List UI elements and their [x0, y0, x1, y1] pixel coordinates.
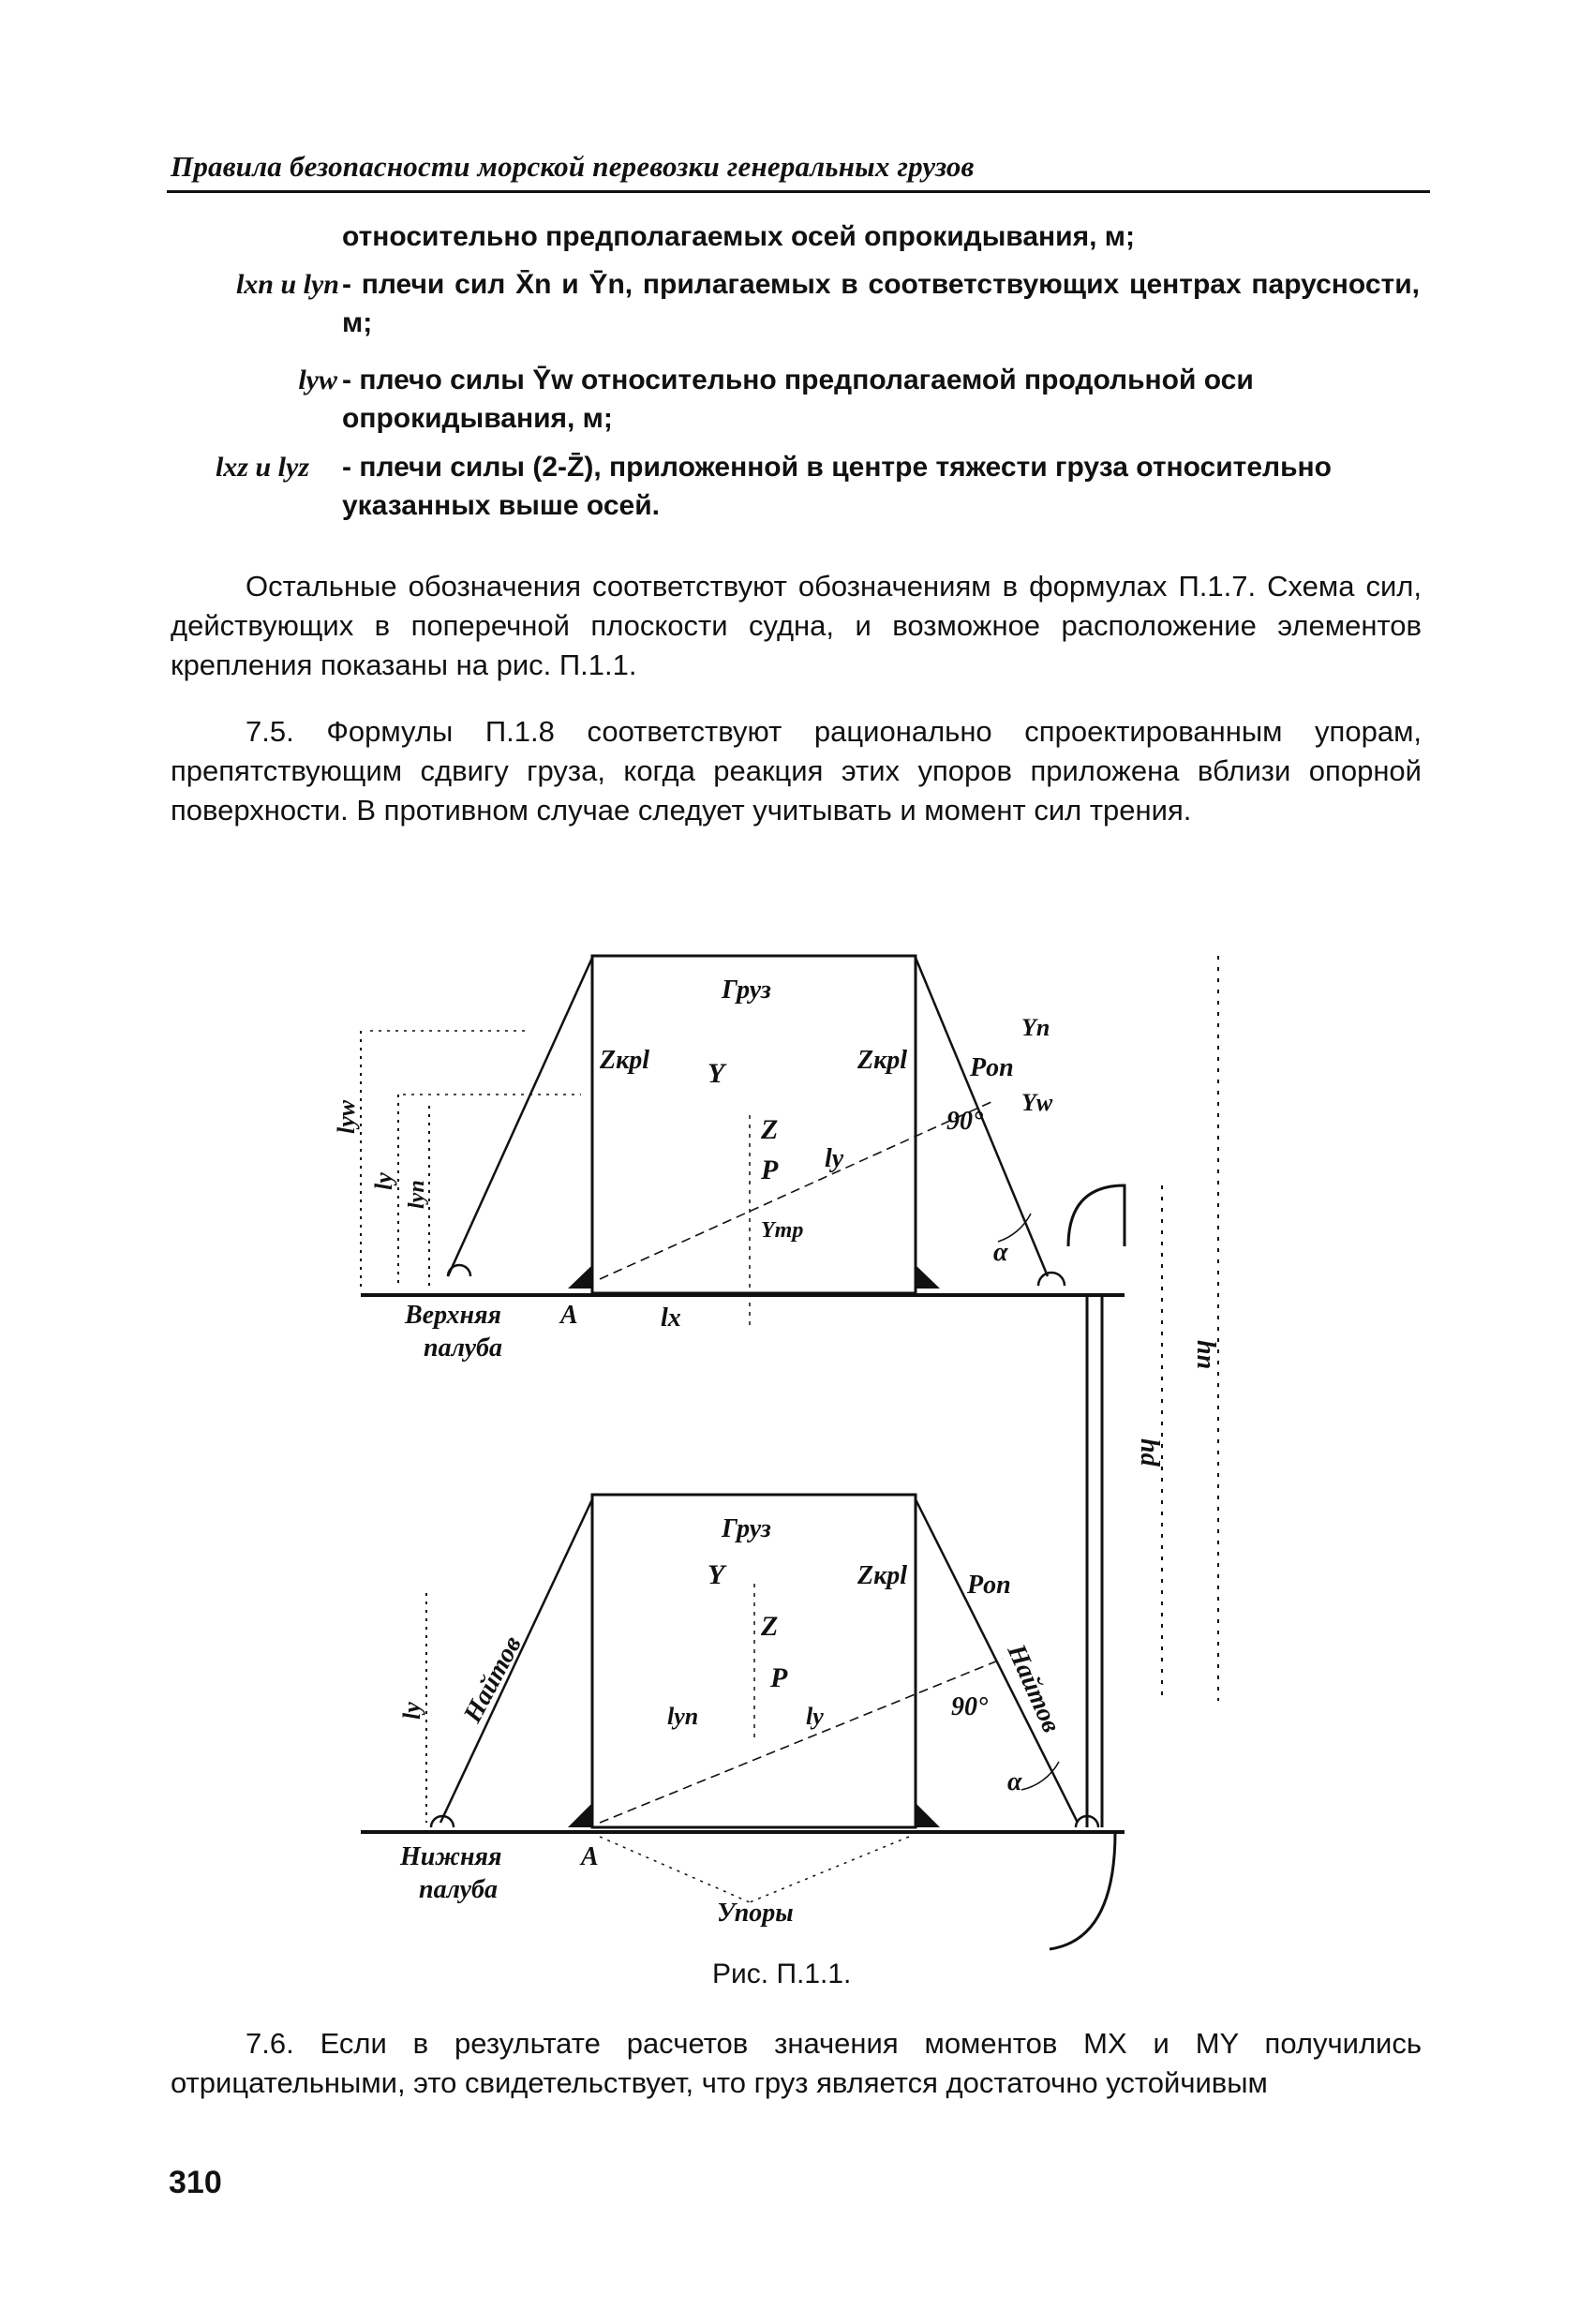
lashing-left-top: [448, 958, 592, 1276]
definition-text: - плечи сил X̄n и Ȳn, прилагаемых в соответствующих центрах парусности, м;: [342, 269, 1420, 338]
stop-block: [916, 1265, 940, 1289]
label-alpha: α: [1007, 1767, 1022, 1796]
label-force-z: Z: [761, 1114, 779, 1145]
label-lashing: Найтов: [457, 1631, 528, 1728]
label-friction: Yтр: [761, 1218, 804, 1243]
label-cargo: Груз: [722, 976, 771, 1005]
lever-line-top: [600, 1101, 993, 1279]
label-lyw: lyw: [333, 1099, 360, 1134]
paragraph: 7.6. Если в результате расчетов значения моментов MX и MY получились отрицательными, это свидетельствует, что груз является достаточно устойчивым: [171, 2027, 1422, 2099]
label-z: Zкрl: [600, 1046, 650, 1075]
label-force-y: Y: [708, 1559, 725, 1590]
label-upper-deck: палуба: [424, 1333, 502, 1363]
running-title: Правила безопасности морской перевозки генеральных грузов: [171, 150, 975, 183]
bulwark: [1068, 1185, 1125, 1246]
definition-text: - плечи силы (2-Z̄), приложенной в центре тяжести груза относительно указанных выше осей.: [342, 452, 1333, 521]
paragraph: Остальные обозначения соответствуют обозначениям в формулах П.1.7. Схема сил, действующих в поперечной плоскости судна, и возможное расположение элементов крепления показаны на рис. П.1.1.: [171, 570, 1422, 681]
label-force-p: P: [761, 1155, 779, 1185]
page-number: 310: [169, 2165, 222, 2200]
label-point-a: A: [581, 1842, 599, 1871]
label-yn: Yn: [1021, 1014, 1050, 1041]
stop-block: [568, 1803, 592, 1827]
label-lower-deck: Нижняя: [400, 1842, 502, 1871]
label-pon: Pon: [967, 1571, 1011, 1600]
hull-curve: [1050, 1832, 1115, 1949]
label-point-a: A: [560, 1301, 578, 1330]
stop-pointer: [600, 1837, 750, 1902]
label-z: Zкрl: [857, 1561, 908, 1590]
stop-block: [568, 1265, 592, 1289]
lever-line-bottom: [600, 1659, 1003, 1823]
label-lyn: lyn: [667, 1703, 699, 1730]
label-lx: lx: [661, 1304, 681, 1333]
label-force-p: P: [770, 1662, 788, 1693]
definition-symbol: lxn и lyn: [235, 269, 339, 300]
label-upper-deck: Верхняя: [405, 1301, 501, 1330]
paragraph: 7.5. Формулы П.1.8 соответствуют рационально спроектированным упорам, препятствующим сдвигу груза, когда реакция этих упоров приложена вблизи опорной поверхности. В противном случае следует учитывать и момент сил трения.: [171, 715, 1422, 827]
label-ly: ly: [825, 1144, 844, 1173]
label-lyn: lyn: [405, 1180, 429, 1209]
definition-symbol: lxz и lyz: [215, 452, 309, 483]
label-angle-90: 90°: [946, 1107, 984, 1136]
stop-pointer: [750, 1837, 909, 1902]
definition-continuation: относительно предполагаемых осей опрокидывания, м;: [342, 221, 1135, 252]
label-ly: ly: [806, 1703, 824, 1730]
label-cargo: Груз: [722, 1514, 771, 1543]
label-ly: ly: [370, 1172, 397, 1190]
label-force-z: Z: [761, 1611, 779, 1642]
label-hn: hn: [1191, 1340, 1220, 1370]
label-ly: ly: [398, 1702, 425, 1720]
cargo-box-top: [592, 956, 916, 1293]
label-alpha: α: [993, 1238, 1008, 1267]
label-angle-90: 90°: [951, 1692, 989, 1721]
label-stops: Упоры: [717, 1899, 794, 1928]
label-force-y: Y: [708, 1058, 725, 1089]
label-z: Zкрl: [857, 1046, 908, 1075]
definition-symbol: lyw: [298, 365, 337, 395]
label-lower-deck: палуба: [419, 1875, 498, 1904]
figure-caption: Рис. П.1.1.: [712, 1959, 852, 1989]
label-pon: Pon: [970, 1053, 1014, 1082]
label-lashing: Найтов: [1001, 1640, 1066, 1737]
stop-block: [916, 1803, 940, 1827]
label-yw: Yw: [1021, 1089, 1053, 1116]
label-hd: hd: [1135, 1438, 1164, 1467]
definition-text: - плечо силы Ȳw относительно предполагаемой продольной оси опрокидывания, м;: [342, 365, 1254, 434]
deck-eye-right: [1038, 1273, 1065, 1286]
